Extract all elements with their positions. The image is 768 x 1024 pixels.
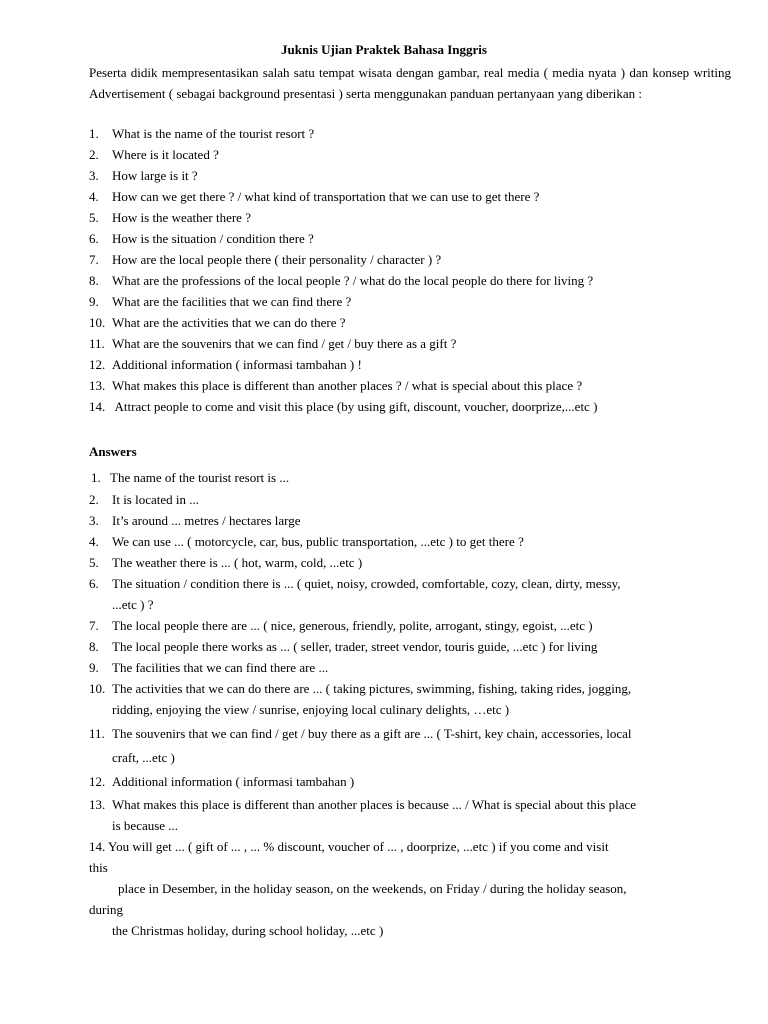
question-number: 12.	[89, 357, 106, 372]
answer-text: The weather there is ... ( hot, warm, cold, ...etc )	[112, 555, 363, 570]
question-text: What are the facilities that we can find there ?	[112, 294, 352, 309]
answer-number: 13.	[89, 797, 106, 812]
question-number: 2.	[89, 147, 99, 162]
intro-paragraph: Peserta didik mempresentasikan salah satu tempat wisata dengan gambar, real media ( media nyata ) dan konsep writing Advertisement ( sebagai background presentasi ) serta menggunakan panduan pertanyaan yang diberikan :	[89, 65, 731, 101]
question-item	[89, 144, 731, 165]
question-number: 14.	[89, 399, 106, 414]
question-item	[89, 165, 731, 186]
question-text: How is the weather there ?	[112, 210, 251, 225]
question-number: 4.	[89, 189, 99, 204]
question-item	[89, 207, 731, 228]
answer-item	[89, 723, 731, 747]
answer-item	[89, 771, 731, 794]
question-item	[89, 354, 731, 375]
question-text: What are the activities that we can do there ?	[112, 315, 346, 330]
answer-continuation: ridding, enjoying the view / sunrise, enjoying local culinary delights, …etc )	[112, 702, 510, 717]
answer-text: It’s around ... metres / hectares large	[112, 513, 301, 528]
question-item	[89, 228, 731, 249]
answer-item	[89, 510, 731, 531]
question-text: What is the name of the tourist resort ?	[112, 126, 315, 141]
question-item	[89, 333, 731, 354]
answer-list	[89, 467, 731, 941]
question-text: How large is it ?	[112, 168, 198, 183]
question-item	[89, 375, 731, 396]
question-number: 5.	[89, 210, 99, 225]
question-item	[89, 396, 731, 417]
answer-text: The local people there are ... ( nice, generous, friendly, polite, arrogant, stingy, egoist, ...etc )	[112, 618, 593, 633]
question-text: Where is it located ?	[112, 147, 219, 162]
answer-number: 4.	[89, 534, 99, 549]
answer-text: The facilities that we can find there are ...	[112, 660, 329, 675]
answer-text: The name of the tourist resort is ...	[110, 470, 290, 485]
answer-item	[89, 794, 731, 815]
answer-number: 9.	[89, 660, 99, 675]
question-item	[89, 123, 731, 144]
question-number: 9.	[89, 294, 99, 309]
question-number: 3.	[89, 168, 99, 183]
question-number: 13.	[89, 378, 106, 393]
answers-heading: Answers	[89, 444, 137, 459]
question-item	[89, 186, 731, 207]
question-item	[89, 291, 731, 312]
question-item	[89, 249, 731, 270]
question-list	[89, 123, 731, 417]
answer-item	[89, 573, 731, 594]
answer-number: 7.	[89, 618, 99, 633]
question-number: 8.	[89, 273, 99, 288]
answer-number: 3.	[89, 513, 99, 528]
question-item	[89, 312, 731, 333]
answer-text: What makes this place is different than another places is because ... / What is special about this place	[112, 797, 637, 812]
answer-number: 6.	[89, 576, 99, 591]
question-number: 1.	[89, 126, 99, 141]
answer-continuation: during	[89, 902, 123, 917]
answer-text: The souvenirs that we can find / get / buy there as a gift are ... ( T-shirt, key chain, accessories, local	[112, 726, 632, 741]
answer-item	[89, 531, 731, 552]
answer-continuation: place in Desember, in the holiday season, on the weekends, on Friday / during the holiday season,	[118, 881, 627, 896]
answer-text: The situation / condition there is ... ( quiet, noisy, crowded, comfortable, cozy, clean, dirty, messy,	[112, 576, 621, 591]
question-number: 7.	[89, 252, 99, 267]
question-text: What are the souvenirs that we can find / get / buy there as a gift ?	[112, 336, 457, 351]
answer-continuation: craft, ...etc )	[112, 750, 175, 765]
answer-number: 5.	[89, 555, 99, 570]
answer-continuation: the Christmas holiday, during school holiday, ...etc )	[112, 923, 384, 938]
answer-text: The local people there works as ... ( seller, trader, street vendor, touris guide, ...etc ) for living	[112, 639, 598, 654]
question-text: Attract people to come and visit this place (by using gift, discount, voucher, doorprize,...etc )	[112, 399, 598, 414]
answer-text: It is located in ...	[112, 492, 200, 507]
answer-number: 2.	[89, 492, 99, 507]
answer-continuation: is because ...	[112, 818, 179, 833]
question-text: Additional information ( informasi tambahan ) !	[112, 357, 362, 372]
question-text: What are the professions of the local people ? / what do the local people do there for living ?	[112, 273, 594, 288]
question-number: 10.	[89, 315, 106, 330]
answer-item	[89, 636, 731, 657]
answer-text: 14. You will get ... ( gift of ... , ... % discount, voucher of ... , doorprize, ...etc ) if you come and visit	[89, 839, 609, 854]
answer-text: The activities that we can do there are ... ( taking pictures, swimming, fishing, taking rides, jogging,	[112, 681, 632, 696]
answer-item	[89, 552, 731, 573]
document-title: Juknis Ujian Praktek Bahasa Inggris	[281, 42, 487, 57]
answer-continuation: this	[89, 860, 108, 875]
answer-item	[89, 467, 731, 489]
answer-item	[89, 657, 731, 678]
answer-text: We can use ... ( motorcycle, car, bus, public transportation, ...etc ) to get there ?	[112, 534, 524, 549]
answer-item	[89, 836, 731, 857]
question-text: What makes this place is different than another places ? / what is special about this place ?	[112, 378, 583, 393]
answer-item	[89, 678, 731, 699]
answer-number: 1.	[91, 470, 101, 485]
answer-text: Additional information ( informasi tambahan )	[112, 774, 355, 789]
answer-item	[89, 615, 731, 636]
answer-number: 11.	[89, 726, 105, 741]
question-item	[89, 270, 731, 291]
answer-number: 12.	[89, 774, 106, 789]
answer-item	[89, 489, 731, 510]
answer-number: 8.	[89, 639, 99, 654]
question-text: How is the situation / condition there ?	[112, 231, 314, 246]
question-text: How are the local people there ( their personality / character ) ?	[112, 252, 442, 267]
answer-continuation: ...etc ) ?	[112, 597, 154, 612]
question-number: 11.	[89, 336, 105, 351]
question-text: How can we get there ? / what kind of transportation that we can use to get there ?	[112, 189, 540, 204]
answer-number: 10.	[89, 681, 106, 696]
question-number: 6.	[89, 231, 99, 246]
